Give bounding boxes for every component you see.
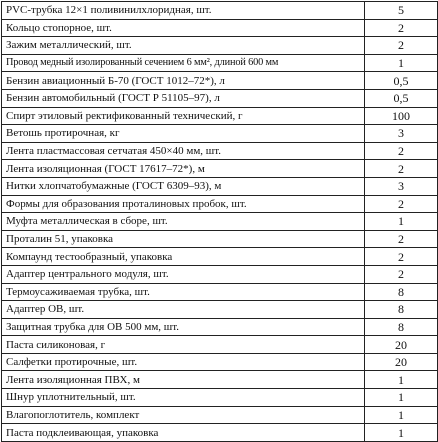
item-name-cell: Бензин авиационный Б-70 (ГОСТ 1012–72*), л: [2, 72, 365, 90]
item-name-cell: Проталин 51, упаковка: [2, 230, 365, 248]
item-quantity-cell: 2: [365, 142, 438, 160]
item-name-cell: Термоусаживаемая трубка, шт.: [2, 283, 365, 301]
item-quantity-cell: 2: [365, 37, 438, 55]
item-name-cell: Провод медный изолированный сечением 6 мм², длиной 600 мм: [2, 54, 365, 72]
item-name-cell: Шнур уплотнительный, шт.: [2, 389, 365, 407]
item-name-cell: PVC-трубка 12×1 поливинилхлоридная, шт.: [2, 2, 365, 20]
item-name-cell: Салфетки протирочные, шт.: [2, 353, 365, 371]
item-quantity-cell: 1: [365, 371, 438, 389]
item-quantity-cell: 1: [365, 406, 438, 424]
materials-table: [1, 1, 438, 442]
item-name-cell: Паста силиконовая, г: [2, 336, 365, 354]
table-row: [2, 301, 438, 319]
item-name-cell: Формы для образования проталиновых пробок, шт.: [2, 195, 365, 213]
item-quantity-cell: 8: [365, 301, 438, 319]
table-row: [2, 54, 438, 72]
table-row: [2, 72, 438, 90]
item-name-cell: Лента пластмассовая сетчатая 450×40 мм, шт.: [2, 142, 365, 160]
table-row: [2, 371, 438, 389]
table-row: [2, 160, 438, 178]
table-row: [2, 265, 438, 283]
item-quantity-cell: 2: [365, 248, 438, 266]
item-name-cell: Лента изоляционная ПВХ, м: [2, 371, 365, 389]
item-name-cell: Адаптер центрального модуля, шт.: [2, 265, 365, 283]
table-row: [2, 283, 438, 301]
item-quantity-cell: 1: [365, 213, 438, 231]
table-row: [2, 318, 438, 336]
item-name-cell: Компаунд тестообразный, упаковка: [2, 248, 365, 266]
item-quantity-cell: 2: [365, 160, 438, 178]
table-row: [2, 389, 438, 407]
item-quantity-cell: 2: [365, 19, 438, 37]
table-row: [2, 406, 438, 424]
item-quantity-cell: 20: [365, 336, 438, 354]
table-row: [2, 89, 438, 107]
item-quantity-cell: 8: [365, 283, 438, 301]
item-quantity-cell: 0,5: [365, 89, 438, 107]
table-row: [2, 424, 438, 442]
materials-table-body: [2, 2, 438, 442]
item-quantity-cell: 1: [365, 424, 438, 442]
item-quantity-cell: 3: [365, 125, 438, 143]
table-row: [2, 230, 438, 248]
item-quantity-cell: 3: [365, 177, 438, 195]
table-row: [2, 19, 438, 37]
item-quantity-cell: 2: [365, 195, 438, 213]
table-row: [2, 125, 438, 143]
table-row: [2, 37, 438, 55]
table-row: [2, 213, 438, 231]
item-name-cell: Ветошь протирочная, кг: [2, 125, 365, 143]
item-name-cell: Влагопоглотитель, комплект: [2, 406, 365, 424]
table-row: [2, 336, 438, 354]
table-row: [2, 107, 438, 125]
item-quantity-cell: 8: [365, 318, 438, 336]
item-quantity-cell: 0,5: [365, 72, 438, 90]
item-name-cell: Защитная трубка для ОВ 500 мм, шт.: [2, 318, 365, 336]
item-quantity-cell: 2: [365, 265, 438, 283]
item-name-cell: Паста подклеивающая, упаковка: [2, 424, 365, 442]
item-name-cell: Нитки хлопчатобумажные (ГОСТ 6309–93), м: [2, 177, 365, 195]
item-quantity-cell: 20: [365, 353, 438, 371]
table-row: [2, 353, 438, 371]
table-row: [2, 195, 438, 213]
item-name-cell: Адаптер ОВ, шт.: [2, 301, 365, 319]
item-name-cell: Спирт этиловый ректификованный технический, г: [2, 107, 365, 125]
table-row: [2, 248, 438, 266]
table-row: [2, 142, 438, 160]
item-quantity-cell: 100: [365, 107, 438, 125]
item-name-cell: Зажим металлический, шт.: [2, 37, 365, 55]
item-quantity-cell: 1: [365, 54, 438, 72]
item-quantity-cell: 5: [365, 2, 438, 20]
item-name-cell: Бензин автомобильный (ГОСТ Р 51105–97), л: [2, 89, 365, 107]
item-quantity-cell: 1: [365, 389, 438, 407]
item-name-cell: Лента изоляционная (ГОСТ 17617–72*), м: [2, 160, 365, 178]
item-name-cell: Кольцо стопорное, шт.: [2, 19, 365, 37]
item-quantity-cell: 2: [365, 230, 438, 248]
table-row: [2, 177, 438, 195]
materials-list-document: [1, 1, 437, 440]
table-row: [2, 2, 438, 20]
item-name-cell: Муфта металлическая в сборе, шт.: [2, 213, 365, 231]
